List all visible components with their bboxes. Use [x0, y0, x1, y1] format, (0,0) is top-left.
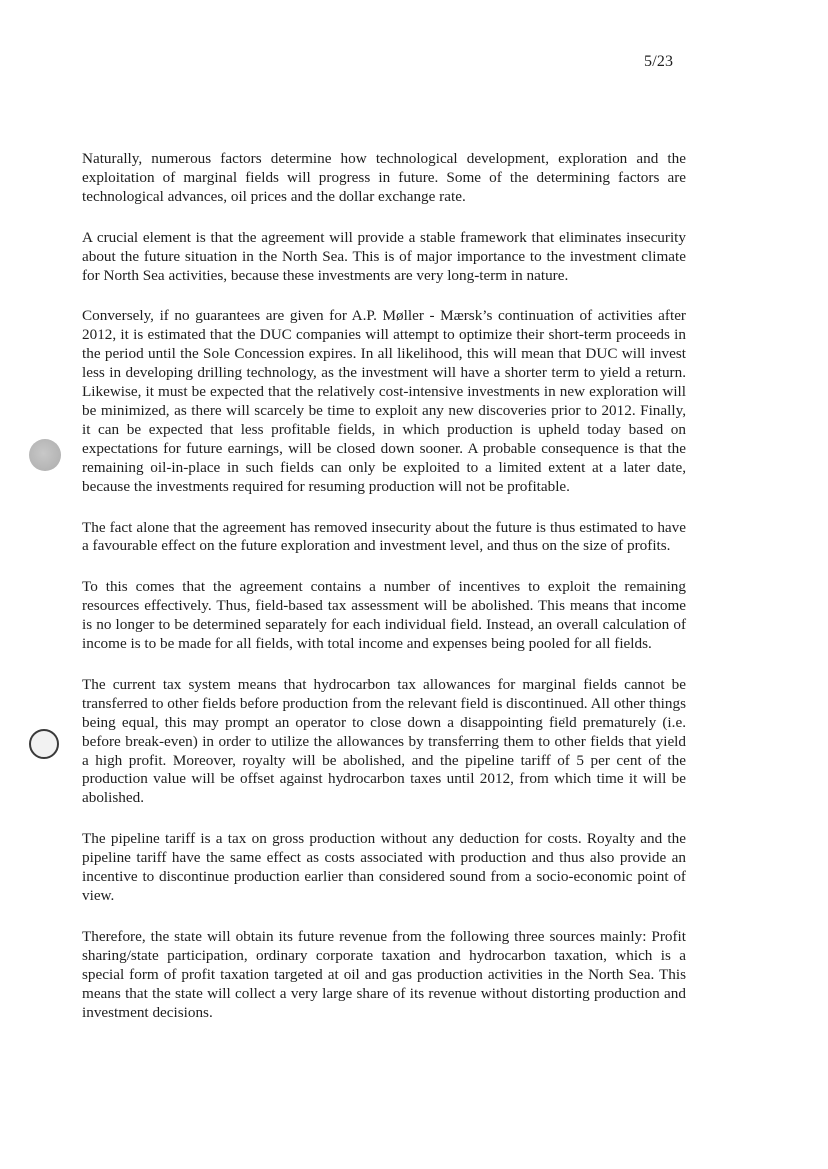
paragraph-state-revenue: Therefore, the state will obtain its future revenue from the following three sources mainly: Profit sharing/state participation, ordinary corporate taxation and hydrocarbon taxation, which is a special form of profit taxation targeted at oil and gas production activities in the North Sea. This means that the state will collect a very large share of its revenue without distorting production and investment decisions.: [82, 927, 686, 1021]
paragraph-no-guarantees: Conversely, if no guarantees are given for A.P. Møller - Mærsk’s continuation of activities after 2012, it is estimated that the DUC companies will attempt to optimize their short-term proceeds in the period until the Sole Concession expires. In all likelihood, this will mean that DUC will invest less in developing drilling technology, as the investment will have a shorter term to yield a return. Likewise, it must be expected that the relatively cost-intensive investments in new exploration will be minimized, as there will scarcely be time to exploit any new discoveries prior to 2012. Finally, it can be expected that less profitable fields, in which production is upheld today based on expectations for future earnings, will be closed down sooner. A probable consequence is that the remaining oil-in-place in such fields can only be exploited to a limited extent at a later date, because the investments required for resuming production will not be profitable.: [82, 307, 686, 495]
document-body: [82, 150, 686, 1044]
page-number: 5/23: [644, 53, 674, 70]
paragraph-stable-framework: A crucial element is that the agreement will provide a stable framework that eliminates insecurity about the future situation in the North Sea. This is of major importance to the investment climate for North Sea activities, because these investments are very long-term in nature.: [82, 228, 686, 284]
paragraph-pipeline-tariff: The pipeline tariff is a tax on gross production without any deduction for costs. Royalty and the pipeline tariff have the same effect as costs associated with production and thus also provide an incentive to discontinue production earlier than considered sound from a socio-economic point of view.: [82, 830, 686, 904]
paragraph-incentives: To this comes that the agreement contains a number of incentives to exploit the remaining resources effectively. Thus, field-based tax assessment will be abolished. This means that income is no longer to be determined separately for each individual field. Instead, an overall calculation of income is to be made for all fields, with total income and expenses being pooled for all fields.: [82, 578, 686, 653]
paragraph-removed-insecurity: The fact alone that the agreement has removed insecurity about the future is thus estimated to have a favourable effect on the future exploration and investment level, and thus on the size of profits.: [82, 518, 686, 555]
paragraph-technological-factors: Naturally, numerous factors determine how technological development, exploration and the exploitation of marginal fields will progress in future. Some of the determining factors are technological advances, oil prices and the dollar exchange rate.: [82, 150, 686, 205]
punch-hole-ring: [29, 729, 59, 759]
punch-hole-shadow: [29, 439, 61, 471]
paragraph-current-tax-system: The current tax system means that hydrocarbon tax allowances for marginal fields cannot be transferred to other fields before production from the relevant field is discontinued. All other things being equal, this may prompt an operator to close down a disappointing field prematurely (i.e. before break-even) in order to utilize the allowances by transferring them to other fields that yield a high profit. Moreover, royalty will be abolished, and the pipeline tariff of 5 per cent of the production value will be offset against hydrocarbon taxes until 2012, from which time it will be abolished.: [82, 675, 686, 807]
